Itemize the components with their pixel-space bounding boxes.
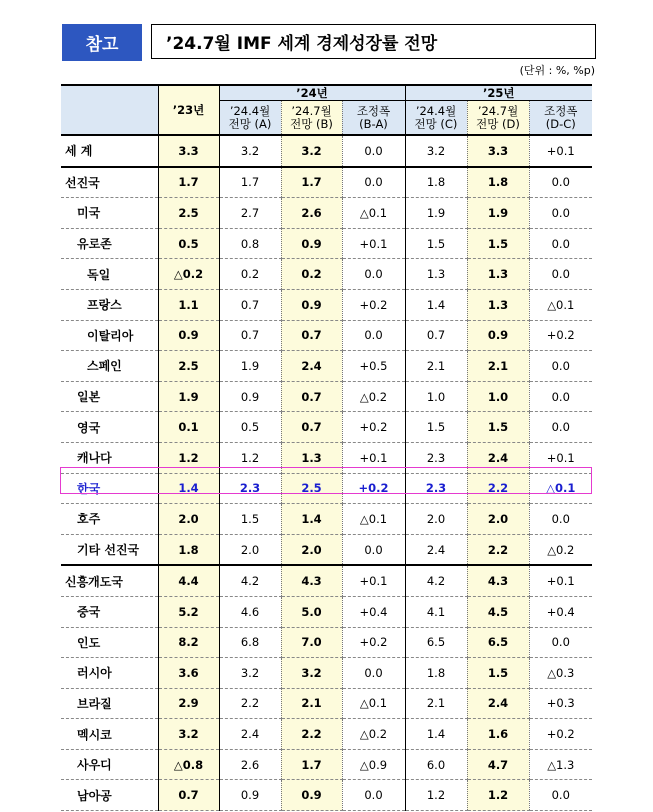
cell-24-apr: 1.2 bbox=[219, 442, 281, 473]
header-24-apr: ’24.4월 전망 (A) bbox=[219, 101, 281, 136]
cell-23: 4.4 bbox=[158, 565, 219, 596]
cell-25-apr: 1.2 bbox=[405, 780, 467, 811]
cell-25-adj: 0.0 bbox=[529, 412, 592, 443]
cell-24-adj: △0.2 bbox=[342, 719, 405, 750]
cell-25-apr: 1.5 bbox=[405, 412, 467, 443]
cell-24-jul: 2.6 bbox=[281, 198, 342, 229]
cell-24-apr: 0.9 bbox=[219, 780, 281, 811]
table-row bbox=[61, 442, 592, 473]
row-label: 선진국 bbox=[61, 167, 158, 198]
cell-24-apr: 0.7 bbox=[219, 320, 281, 351]
cell-25-apr: 2.3 bbox=[405, 442, 467, 473]
cell-24-jul: 0.9 bbox=[281, 289, 342, 320]
cell-25-apr: 1.5 bbox=[405, 228, 467, 259]
page-title: ’24.7월 IMF 세계 경제성장률 전망 bbox=[151, 24, 596, 59]
cell-25-adj: 0.0 bbox=[529, 351, 592, 382]
table-row bbox=[61, 688, 592, 719]
reference-tag: 참고 bbox=[62, 24, 142, 61]
cell-23: 3.3 bbox=[158, 135, 219, 167]
cell-25-adj: △0.1 bbox=[529, 473, 592, 504]
cell-25-jul: 2.4 bbox=[467, 442, 529, 473]
cell-24-apr: 0.7 bbox=[219, 289, 281, 320]
table-row bbox=[61, 719, 592, 750]
header-23: ’23년 bbox=[158, 85, 219, 135]
table-row bbox=[61, 228, 592, 259]
row-label: 신흥개도국 bbox=[61, 565, 158, 596]
cell-25-adj: 0.0 bbox=[529, 259, 592, 290]
cell-24-adj: +0.2 bbox=[342, 627, 405, 658]
cell-24-jul: 3.2 bbox=[281, 658, 342, 689]
cell-24-apr: 0.5 bbox=[219, 412, 281, 443]
table-row bbox=[61, 534, 592, 565]
cell-23: 5.2 bbox=[158, 596, 219, 627]
cell-24-jul: 2.2 bbox=[281, 719, 342, 750]
report-header bbox=[62, 24, 596, 61]
cell-23: 1.7 bbox=[158, 167, 219, 198]
table-row bbox=[61, 749, 592, 780]
cell-25-apr: 6.5 bbox=[405, 627, 467, 658]
cell-24-apr: 1.9 bbox=[219, 351, 281, 382]
cell-24-adj: +0.1 bbox=[342, 228, 405, 259]
table-row bbox=[61, 320, 592, 351]
cell-24-apr: 2.2 bbox=[219, 688, 281, 719]
row-label: 러시아 bbox=[61, 658, 158, 689]
table-row bbox=[61, 167, 592, 198]
cell-25-apr: 2.1 bbox=[405, 351, 467, 382]
cell-24-adj: △0.2 bbox=[342, 381, 405, 412]
cell-23: 3.6 bbox=[158, 658, 219, 689]
cell-24-jul: 0.7 bbox=[281, 381, 342, 412]
table-row bbox=[61, 289, 592, 320]
cell-23: 2.0 bbox=[158, 504, 219, 535]
cell-25-adj: 0.0 bbox=[529, 228, 592, 259]
cell-25-adj: △0.3 bbox=[529, 658, 592, 689]
table-row bbox=[61, 259, 592, 290]
cell-24-adj: 0.0 bbox=[342, 167, 405, 198]
growth-forecast-table bbox=[61, 84, 592, 811]
cell-25-adj: +0.4 bbox=[529, 596, 592, 627]
table-row bbox=[61, 198, 592, 229]
cell-23: 2.9 bbox=[158, 688, 219, 719]
row-label: 미국 bbox=[61, 198, 158, 229]
cell-24-adj: +0.2 bbox=[342, 473, 405, 504]
cell-25-adj: △0.2 bbox=[529, 534, 592, 565]
row-label: 한국 bbox=[61, 473, 158, 504]
cell-24-adj: +0.1 bbox=[342, 565, 405, 596]
cell-24-jul: 1.7 bbox=[281, 749, 342, 780]
cell-23: 3.2 bbox=[158, 719, 219, 750]
header-group-24: ’24년 bbox=[219, 85, 405, 101]
row-label: 중국 bbox=[61, 596, 158, 627]
cell-24-adj: 0.0 bbox=[342, 534, 405, 565]
cell-24-apr: 1.5 bbox=[219, 504, 281, 535]
cell-24-adj: △0.9 bbox=[342, 749, 405, 780]
cell-25-adj: 0.0 bbox=[529, 167, 592, 198]
cell-25-adj: 0.0 bbox=[529, 780, 592, 811]
row-label: 이탈리아 bbox=[61, 320, 158, 351]
cell-24-jul: 2.0 bbox=[281, 534, 342, 565]
cell-23: 1.9 bbox=[158, 381, 219, 412]
cell-24-adj: 0.0 bbox=[342, 320, 405, 351]
cell-23: 2.5 bbox=[158, 198, 219, 229]
cell-24-apr: 2.6 bbox=[219, 749, 281, 780]
cell-23: 0.5 bbox=[158, 228, 219, 259]
cell-25-adj: △1.3 bbox=[529, 749, 592, 780]
table-row bbox=[61, 780, 592, 811]
cell-23: 1.4 bbox=[158, 473, 219, 504]
cell-25-adj: △0.1 bbox=[529, 289, 592, 320]
cell-24-jul: 1.7 bbox=[281, 167, 342, 198]
cell-25-jul: 4.5 bbox=[467, 596, 529, 627]
cell-25-adj: +0.3 bbox=[529, 688, 592, 719]
cell-24-jul: 0.7 bbox=[281, 320, 342, 351]
cell-25-apr: 1.4 bbox=[405, 289, 467, 320]
cell-24-jul: 0.9 bbox=[281, 228, 342, 259]
cell-25-adj: +0.1 bbox=[529, 135, 592, 167]
cell-24-jul: 5.0 bbox=[281, 596, 342, 627]
cell-24-jul: 0.7 bbox=[281, 412, 342, 443]
cell-25-apr: 1.3 bbox=[405, 259, 467, 290]
cell-24-jul: 2.4 bbox=[281, 351, 342, 382]
header-24-adj: 조정폭 (B-A) bbox=[342, 101, 405, 136]
row-label: 프랑스 bbox=[61, 289, 158, 320]
row-label: 사우디 bbox=[61, 749, 158, 780]
cell-25-jul: 1.5 bbox=[467, 658, 529, 689]
cell-25-jul: 1.5 bbox=[467, 228, 529, 259]
cell-24-apr: 2.4 bbox=[219, 719, 281, 750]
cell-24-adj: +0.4 bbox=[342, 596, 405, 627]
cell-23: 0.7 bbox=[158, 780, 219, 811]
cell-24-jul: 2.5 bbox=[281, 473, 342, 504]
cell-25-jul: 4.7 bbox=[467, 749, 529, 780]
row-label: 브라질 bbox=[61, 688, 158, 719]
cell-24-jul: 2.1 bbox=[281, 688, 342, 719]
cell-25-adj: +0.1 bbox=[529, 565, 592, 596]
cell-24-adj: 0.0 bbox=[342, 780, 405, 811]
cell-25-jul: 2.2 bbox=[467, 473, 529, 504]
cell-25-jul: 1.5 bbox=[467, 412, 529, 443]
cell-24-adj: 0.0 bbox=[342, 658, 405, 689]
header-blank bbox=[61, 85, 158, 135]
cell-25-apr: 1.8 bbox=[405, 167, 467, 198]
table-row bbox=[61, 473, 592, 504]
cell-25-apr: 1.4 bbox=[405, 719, 467, 750]
cell-25-jul: 1.6 bbox=[467, 719, 529, 750]
cell-25-jul: 1.3 bbox=[467, 259, 529, 290]
row-label: 호주 bbox=[61, 504, 158, 535]
row-label: 멕시코 bbox=[61, 719, 158, 750]
cell-24-adj: +0.2 bbox=[342, 289, 405, 320]
cell-25-jul: 0.9 bbox=[467, 320, 529, 351]
cell-25-jul: 1.8 bbox=[467, 167, 529, 198]
cell-25-jul: 1.0 bbox=[467, 381, 529, 412]
cell-24-adj: 0.0 bbox=[342, 259, 405, 290]
cell-25-apr: 4.2 bbox=[405, 565, 467, 596]
cell-24-jul: 4.3 bbox=[281, 565, 342, 596]
cell-24-jul: 3.2 bbox=[281, 135, 342, 167]
cell-24-apr: 2.0 bbox=[219, 534, 281, 565]
cell-25-adj: 0.0 bbox=[529, 627, 592, 658]
cell-24-apr: 4.2 bbox=[219, 565, 281, 596]
cell-25-jul: 4.3 bbox=[467, 565, 529, 596]
table-row bbox=[61, 412, 592, 443]
cell-25-apr: 1.9 bbox=[405, 198, 467, 229]
cell-25-apr: 0.7 bbox=[405, 320, 467, 351]
cell-25-jul: 1.2 bbox=[467, 780, 529, 811]
table-row bbox=[61, 135, 592, 167]
cell-25-adj: +0.1 bbox=[529, 442, 592, 473]
cell-24-apr: 6.8 bbox=[219, 627, 281, 658]
cell-23: △0.8 bbox=[158, 749, 219, 780]
cell-25-jul: 2.1 bbox=[467, 351, 529, 382]
cell-24-jul: 7.0 bbox=[281, 627, 342, 658]
cell-25-apr: 3.2 bbox=[405, 135, 467, 167]
cell-25-jul: 6.5 bbox=[467, 627, 529, 658]
cell-25-jul: 3.3 bbox=[467, 135, 529, 167]
cell-25-jul: 1.9 bbox=[467, 198, 529, 229]
cell-24-apr: 2.3 bbox=[219, 473, 281, 504]
table-row bbox=[61, 381, 592, 412]
table-row bbox=[61, 596, 592, 627]
cell-25-adj: 0.0 bbox=[529, 198, 592, 229]
cell-24-adj: +0.5 bbox=[342, 351, 405, 382]
row-label: 독일 bbox=[61, 259, 158, 290]
header-25-adj: 조정폭 (D-C) bbox=[529, 101, 592, 136]
cell-24-jul: 0.9 bbox=[281, 780, 342, 811]
unit-note: (단위 : %, %p) bbox=[519, 64, 595, 77]
cell-25-apr: 2.0 bbox=[405, 504, 467, 535]
cell-24-adj: +0.2 bbox=[342, 412, 405, 443]
row-label: 영국 bbox=[61, 412, 158, 443]
cell-23: △0.2 bbox=[158, 259, 219, 290]
cell-23: 0.1 bbox=[158, 412, 219, 443]
cell-25-jul: 2.0 bbox=[467, 504, 529, 535]
cell-25-apr: 2.3 bbox=[405, 473, 467, 504]
cell-24-adj: △0.1 bbox=[342, 198, 405, 229]
cell-24-adj: △0.1 bbox=[342, 688, 405, 719]
cell-23: 1.2 bbox=[158, 442, 219, 473]
cell-23: 8.2 bbox=[158, 627, 219, 658]
table-row bbox=[61, 627, 592, 658]
cell-25-jul: 1.3 bbox=[467, 289, 529, 320]
cell-25-jul: 2.4 bbox=[467, 688, 529, 719]
row-label: 유로존 bbox=[61, 228, 158, 259]
row-label: 세 계 bbox=[61, 135, 158, 167]
cell-23: 1.8 bbox=[158, 534, 219, 565]
cell-25-apr: 4.1 bbox=[405, 596, 467, 627]
cell-24-apr: 3.2 bbox=[219, 658, 281, 689]
header-group-25: ’25년 bbox=[405, 85, 592, 101]
cell-24-apr: 4.6 bbox=[219, 596, 281, 627]
cell-25-jul: 2.2 bbox=[467, 534, 529, 565]
header-25-jul: ’24.7월 전망 (D) bbox=[467, 101, 529, 136]
cell-23: 2.5 bbox=[158, 351, 219, 382]
table-row bbox=[61, 504, 592, 535]
cell-24-apr: 2.7 bbox=[219, 198, 281, 229]
cell-25-apr: 1.8 bbox=[405, 658, 467, 689]
cell-24-adj: +0.1 bbox=[342, 442, 405, 473]
cell-24-jul: 1.3 bbox=[281, 442, 342, 473]
cell-24-apr: 1.7 bbox=[219, 167, 281, 198]
cell-23: 1.1 bbox=[158, 289, 219, 320]
cell-24-apr: 0.9 bbox=[219, 381, 281, 412]
cell-25-adj: 0.0 bbox=[529, 504, 592, 535]
cell-24-apr: 0.2 bbox=[219, 259, 281, 290]
cell-25-apr: 1.0 bbox=[405, 381, 467, 412]
row-label: 기타 선진국 bbox=[61, 534, 158, 565]
cell-24-jul: 0.2 bbox=[281, 259, 342, 290]
cell-24-jul: 1.4 bbox=[281, 504, 342, 535]
row-label: 남아공 bbox=[61, 780, 158, 811]
cell-24-apr: 3.2 bbox=[219, 135, 281, 167]
cell-25-apr: 6.0 bbox=[405, 749, 467, 780]
row-label: 캐나다 bbox=[61, 442, 158, 473]
cell-24-apr: 0.8 bbox=[219, 228, 281, 259]
cell-25-adj: +0.2 bbox=[529, 320, 592, 351]
cell-25-adj: +0.2 bbox=[529, 719, 592, 750]
header-25-apr: ’24.4월 전망 (C) bbox=[405, 101, 467, 136]
header-24-jul: ’24.7월 전망 (B) bbox=[281, 101, 342, 136]
cell-25-apr: 2.1 bbox=[405, 688, 467, 719]
row-label: 일본 bbox=[61, 381, 158, 412]
table-row bbox=[61, 658, 592, 689]
cell-24-adj: 0.0 bbox=[342, 135, 405, 167]
row-label: 스페인 bbox=[61, 351, 158, 382]
cell-25-apr: 2.4 bbox=[405, 534, 467, 565]
cell-25-adj: 0.0 bbox=[529, 381, 592, 412]
table-row bbox=[61, 565, 592, 596]
row-label: 인도 bbox=[61, 627, 158, 658]
table-row bbox=[61, 351, 592, 382]
cell-23: 0.9 bbox=[158, 320, 219, 351]
cell-24-adj: △0.1 bbox=[342, 504, 405, 535]
